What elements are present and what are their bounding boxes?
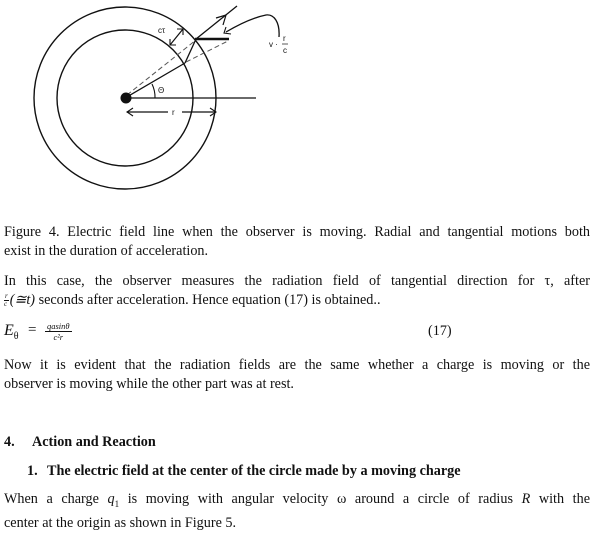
paragraph3-line-2: center at the origin as shown in Figure 5.: [4, 514, 237, 531]
v-label: v ·: [269, 40, 278, 49]
c-tau-label: cτ: [158, 26, 166, 35]
paragraph3-line-1: When a charge $q_1$ is moving with angular velocity ω around a circle of radius R with the: [4, 491, 590, 509]
equation-denominator: c²r: [53, 332, 64, 342]
paragraph1-line-2-text: seconds after acceleration. Hence equation (17) is obtained..: [35, 292, 381, 308]
paragraph2-line-2: observer is moving while the other part was at rest.: [4, 376, 294, 392]
theta-arc: [152, 84, 155, 98]
theta-label: Θ: [158, 86, 165, 95]
caption-line-1: Figure 4. Electric field line when the observer is moving. Radial and tangential motions both: [4, 224, 590, 240]
r-over-c-fraction: $\frac{r}{c}$: [4, 292, 8, 309]
paragraph-observer-measures: [4, 272, 590, 310]
subsection-number: 1.: [27, 463, 38, 479]
paragraph-radiation-fields-same: [4, 356, 590, 394]
paragraph-moving-charge: [4, 490, 590, 533]
section-number: 4.: [4, 434, 15, 450]
v-r-c-pointer: [226, 15, 279, 37]
charge-dot: [121, 93, 132, 104]
subsection-title: The electric field at the center of the circle made by a moving charge: [47, 463, 461, 479]
v-frac-num: r: [283, 34, 286, 43]
subsection-heading: [27, 462, 461, 481]
figure-caption: [4, 223, 590, 261]
equation-lhs: $E_\theta$: [4, 322, 19, 343]
paragraph1-line-2: [4, 291, 590, 310]
equals-sign: =: [28, 322, 37, 338]
section-heading: [4, 433, 156, 452]
field-line-kink: [185, 39, 196, 63]
paragraph1-line-1: In this case, the observer measures the radiation field of tangential direction for τ, after: [4, 273, 590, 289]
figure-4-diagram: [0, 0, 300, 210]
equation-number: (17): [428, 323, 452, 339]
caption-line-2: exist in the duration of acceleration.: [4, 243, 209, 259]
paragraph2-line-1: Now it is evident that the radiation fields are the same whether a charge is moving or the: [4, 357, 590, 373]
equation-fraction: [45, 321, 72, 342]
approx-t: (≅t): [9, 292, 36, 308]
equation-numerator: qasinθ: [47, 321, 70, 331]
q1-symbol: $q_1$: [107, 491, 120, 509]
c-tau-arrow: [170, 29, 183, 45]
section-title: Action and Reaction: [32, 434, 156, 450]
v-frac-den: c: [283, 46, 287, 55]
omega-symbol: ω: [336, 491, 347, 507]
radius-symbol: R: [521, 491, 531, 507]
r-label: r: [172, 108, 175, 117]
equation-17: [4, 318, 590, 346]
